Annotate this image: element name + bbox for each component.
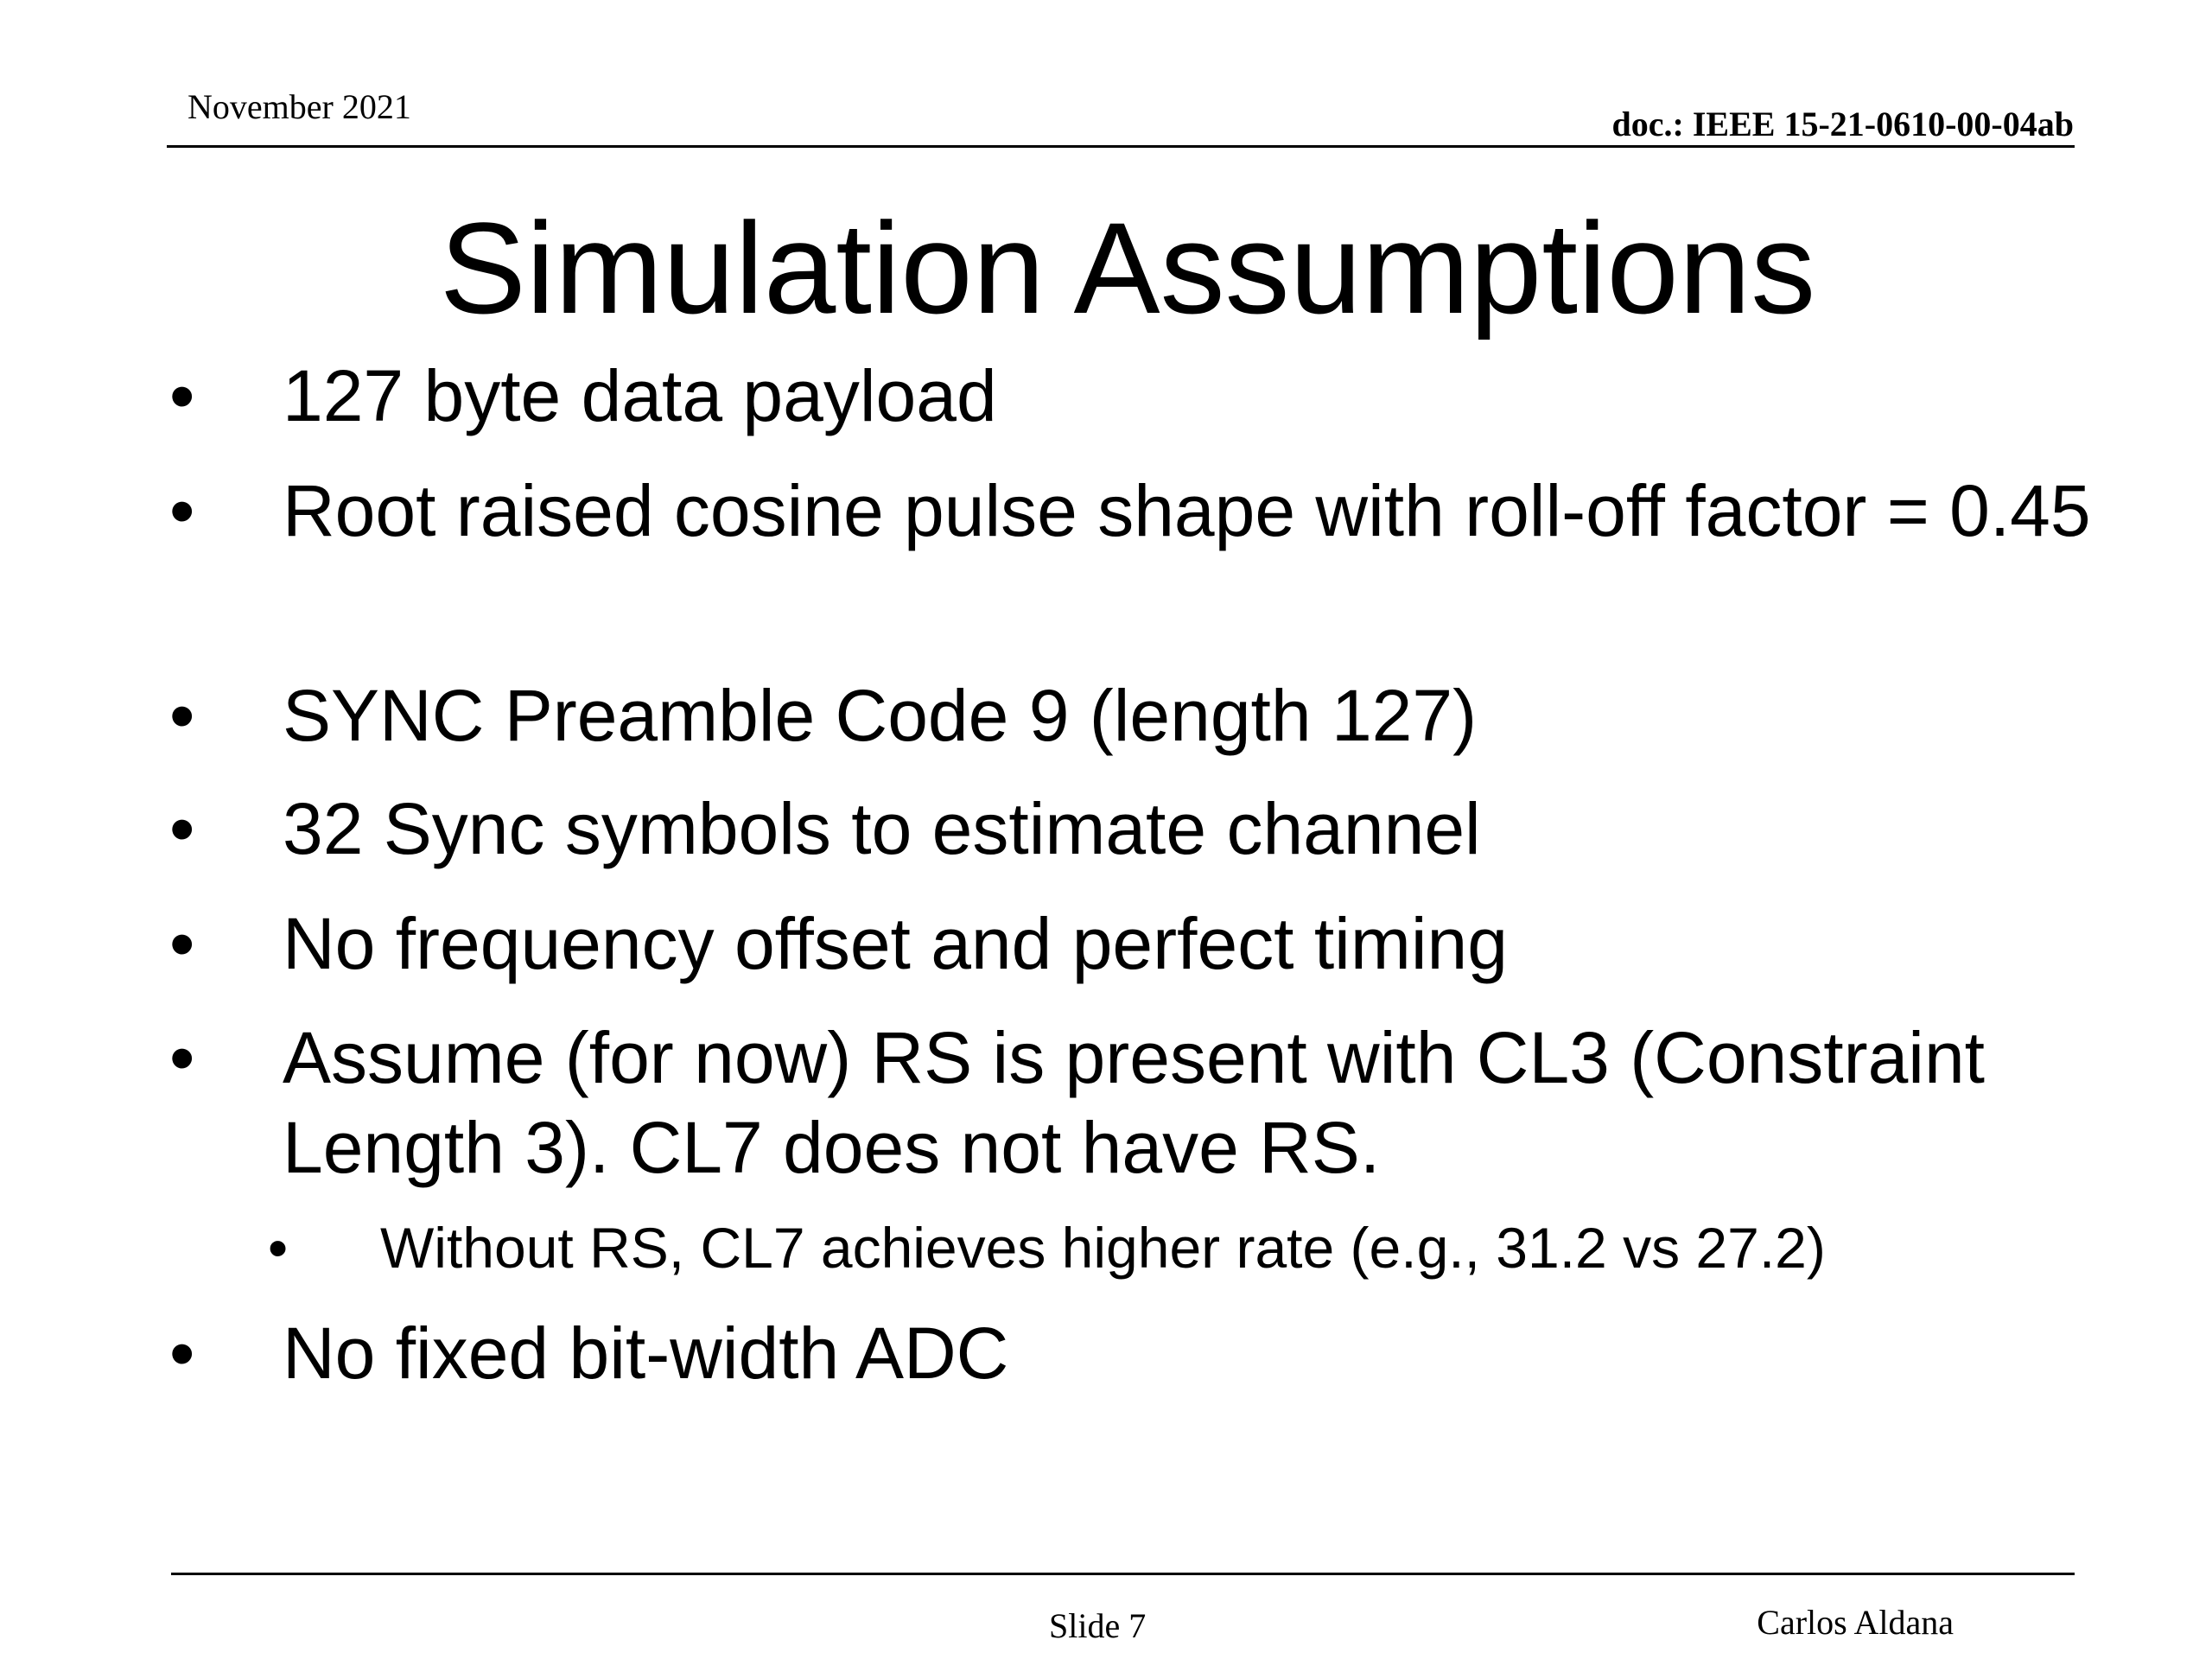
header-date: November 2021	[188, 87, 411, 126]
bullet-text: 32 Sync symbols to estimate channel	[283, 788, 1481, 869]
slide-title: Simulation Assumptions	[439, 195, 1816, 340]
bullet-text: No frequency offset and perfect timing	[283, 903, 1508, 984]
bullet-text: 127 byte data payload	[283, 355, 997, 436]
bullet-dot-icon: •	[169, 1017, 195, 1098]
bullet-dot-icon: •	[169, 903, 195, 984]
bullet-dot-icon: •	[169, 355, 195, 436]
bullet-item	[169, 466, 2140, 556]
header-doc-id: doc.: IEEE 15-21-0610-00-04ab	[1611, 105, 2074, 143]
bullet-dot-icon: •	[169, 470, 195, 551]
bullet-item	[169, 899, 2140, 988]
bullet-item	[169, 671, 2140, 760]
bullet-item	[169, 351, 2140, 441]
bullet-text: Assume (for now) RS is present with CL3 (Constraint Length 3). CL7 does not have RS.	[283, 1017, 1986, 1188]
footer-rule	[171, 1573, 2075, 1575]
bullet-item	[169, 1308, 2140, 1398]
bullet-text: Root raised cosine pulse shape with roll-off factor = 0.45	[283, 470, 2091, 551]
bullet-dot-icon: •	[169, 1313, 195, 1394]
footer-slide-number: Slide 7	[1049, 1606, 1147, 1645]
bullet-item	[169, 784, 2140, 874]
bullet-dot-icon: •	[169, 788, 195, 869]
bullet-text: No fixed bit-width ADC	[283, 1313, 1009, 1394]
bullet-text: SYNC Preamble Code 9 (length 127)	[283, 675, 1478, 756]
footer-author: Carlos Aldana	[1757, 1603, 1954, 1642]
sub-bullet-text: Without RS, CL7 achieves higher rate (e.g., 31.2 vs 27.2)	[380, 1216, 1826, 1280]
bullet-item	[169, 1013, 2140, 1192]
sub-bullet-dot-icon: •	[268, 1216, 289, 1280]
sub-bullet-item	[268, 1213, 2152, 1282]
bullet-dot-icon: •	[169, 675, 195, 756]
